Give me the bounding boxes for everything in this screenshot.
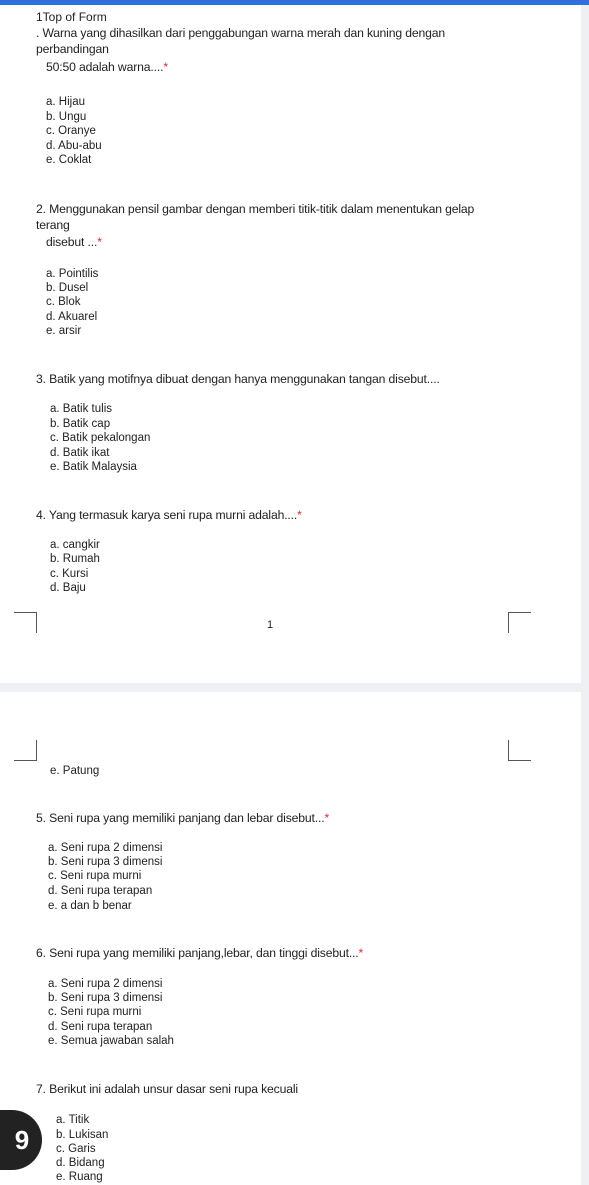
option-d[interactable]: d. Seni rupa terapan xyxy=(48,885,153,897)
option-d[interactable]: d. Abu-abu xyxy=(46,140,102,152)
crop-mark-top-right xyxy=(508,740,531,761)
option-d[interactable]: d. Baju xyxy=(50,582,86,594)
option-a[interactable]: a. cangkir xyxy=(50,539,100,551)
option-b[interactable]: b. Batik cap xyxy=(50,418,111,430)
question-text: terang xyxy=(36,218,70,232)
option-c[interactable]: c. Blok xyxy=(46,296,81,308)
required-marker: * xyxy=(97,235,102,249)
crop-mark-bottom-left xyxy=(14,612,37,633)
required-marker: * xyxy=(358,946,364,960)
document-page-2 xyxy=(0,692,581,1185)
required-marker: * xyxy=(163,60,168,74)
option-e[interactable]: e. Ruang xyxy=(56,1171,103,1183)
option-e[interactable]: e. Coklat xyxy=(46,154,92,166)
option-e[interactable]: e. arsir xyxy=(46,325,82,337)
crop-mark-bottom-right xyxy=(508,612,531,633)
option-a[interactable]: a. Seni rupa 2 dimensi xyxy=(48,842,163,854)
question-text: perbandingan xyxy=(36,42,109,56)
question-text: 7. Berikut ini adalah unsur dasar seni rupa kecuali xyxy=(36,1082,298,1096)
option-a[interactable]: a. Batik tulis xyxy=(50,403,112,415)
question-text: . Warna yang dihasilkan dari penggabungan warna merah dan kuning dengan xyxy=(36,26,445,40)
option-b[interactable]: b. Dusel xyxy=(46,282,89,294)
required-marker: * xyxy=(324,811,330,825)
option-c[interactable]: c. Kursi xyxy=(50,568,89,580)
form-header: 1Top of Form xyxy=(36,10,107,24)
option-a[interactable]: a. Seni rupa 2 dimensi xyxy=(48,978,163,990)
question-text: 6. Seni rupa yang memiliki panjang,lebar, dan tinggi disebut...* xyxy=(36,946,364,960)
option-b[interactable]: b. Seni rupa 3 dimensi xyxy=(48,856,163,868)
page-badge: 9 xyxy=(0,1110,42,1170)
option-c[interactable]: c. Batik pekalongan xyxy=(50,432,151,444)
document-page-1 xyxy=(0,5,581,683)
option-e[interactable]: e. Batik Malaysia xyxy=(50,461,137,473)
option-c[interactable]: c. Oranye xyxy=(46,125,96,137)
question-text: 3. Batik yang motifnya dibuat dengan hanya menggunakan tangan disebut.... xyxy=(36,372,440,386)
required-marker: * xyxy=(297,508,302,522)
option-e[interactable]: e. Patung xyxy=(50,765,100,777)
option-a[interactable]: a. Hijau xyxy=(46,96,85,108)
option-d[interactable]: d. Akuarel xyxy=(46,311,98,323)
option-e[interactable]: e. a dan b benar xyxy=(48,900,132,912)
option-b[interactable]: b. Lukisan xyxy=(56,1129,109,1141)
question-text: 50:50 adalah warna....* xyxy=(46,60,168,74)
option-c[interactable]: c. Seni rupa murni xyxy=(48,1006,142,1018)
option-a[interactable]: a. Titik xyxy=(56,1114,90,1126)
option-a[interactable]: a. Pointilis xyxy=(46,268,99,280)
option-b[interactable]: b. Rumah xyxy=(50,553,100,565)
option-d[interactable]: d. Bidang xyxy=(56,1157,105,1169)
question-text: disebut ...* xyxy=(46,235,102,249)
option-b[interactable]: b. Ungu xyxy=(46,111,87,123)
option-d[interactable]: d. Seni rupa terapan xyxy=(48,1021,153,1033)
option-b[interactable]: b. Seni rupa 3 dimensi xyxy=(48,992,163,1004)
option-d[interactable]: d. Batik ikat xyxy=(50,447,110,459)
option-c[interactable]: c. Garis xyxy=(56,1143,96,1155)
option-e[interactable]: e. Semua jawaban salah xyxy=(48,1035,174,1047)
question-text: 5. Seni rupa yang memiliki panjang dan lebar disebut...* xyxy=(36,811,330,825)
question-text: 2. Menggunakan pensil gambar dengan memberi titik-titik dalam menentukan gelap xyxy=(36,202,475,216)
question-text: 4. Yang termasuk karya seni rupa murni adalah....* xyxy=(36,508,302,522)
option-c[interactable]: c. Seni rupa murni xyxy=(48,870,142,882)
crop-mark-top-left xyxy=(14,740,37,761)
page-number: 1 xyxy=(267,619,274,631)
